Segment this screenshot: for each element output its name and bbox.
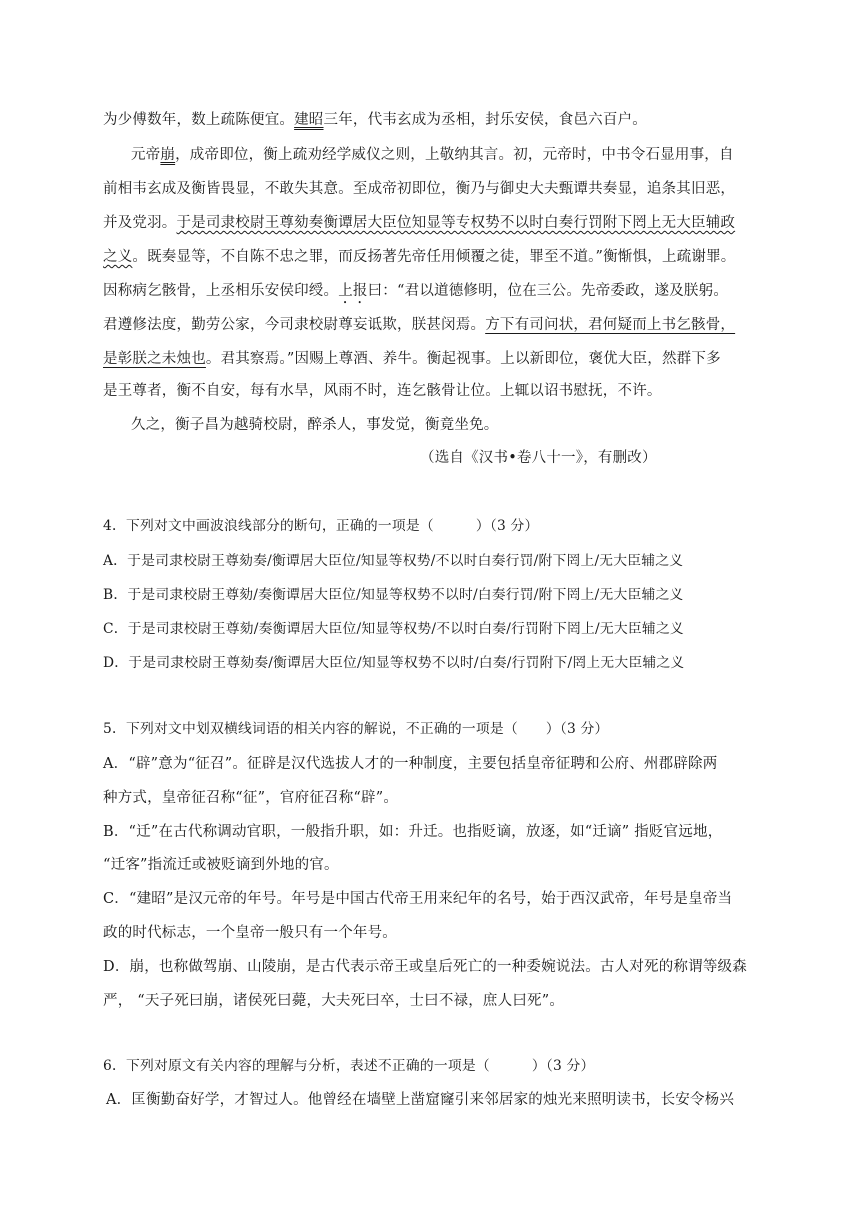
passage-text: 。既奏显等，不自陈不忠之罪，而反扬著先帝任用倾覆之徒，罪至不道。”衡惭惧，上疏谢罪。 — [132, 249, 736, 265]
passage-text: 。君其察焉。”因赐上尊酒、养牛。衡起视事。上以新即位，褒优大臣，然群下多 — [205, 351, 721, 367]
passage-line-7 — [103, 315, 735, 335]
wavy-underlined-sentence: 于是司隶校尉王尊劾奏衡谭居大臣位知显等专权势不以时白奏行罚附下罔上无大臣辅政 — [176, 215, 736, 231]
wavy-underlined-sentence-end: 之义 — [103, 249, 133, 265]
q5-option-a-line-2: 种方式，皇帝征召称“征”，官府征召称“辟”。 — [103, 790, 399, 806]
q5-option-b-line-1: B．“迁”在古代称调动官职，一般指升职，如：升迁。也指贬谪，放逐，如“迁谪” 指贬官远地， — [103, 824, 723, 840]
q5-option-d-line-2: 严， “天子死曰崩，诸侯死曰薨，大夫死曰卒，士曰不禄，庶人曰死”。 — [103, 993, 565, 1009]
passage-line-9 — [103, 381, 662, 401]
underlined-sentence: 方下有司问状，君何疑而上书乞骸骨， — [485, 317, 736, 333]
passage-line-10 — [131, 415, 499, 435]
passage-text: 元帝 — [131, 147, 161, 163]
q5-option-a-line-1: A．“辟”意为“征召”。征辟是汉代选拔人才的一种制度，主要包括皇帝征聘和公府、州郡辟除两 — [103, 756, 718, 772]
passage-line-6 — [103, 281, 728, 307]
q4-stem: 4．下列对文中画波浪线部分的断句，正确的一项是（ ）（3 分） — [103, 518, 539, 534]
q5-option-d-line-1: D．崩，也称做驾崩、山陵崩，是古代表示帝王或皇后死亡的一种委婉说法。古人对死的称谓等级森 — [103, 959, 747, 975]
passage-line-5 — [103, 247, 735, 267]
passage-text: 因称病乞骸骨，上丞相乐安侯印绶。 — [103, 283, 339, 299]
q4-option-b: B．于是司隶校尉王尊劾/奏衡谭居大臣位/知显等权势不以时/白奏行罚/附下罔上/无大臣辅之义 — [103, 587, 684, 603]
passage-text: 并及党羽。 — [103, 215, 177, 231]
passage-text: 为少傅数年，数上疏陈便宜。 — [103, 112, 295, 128]
q6-stem: 6．下列对原文有关内容的理解与分析，表述不正确的一项是（ ）（3 分） — [103, 1058, 595, 1074]
dotted-term-shangbao: 上报 — [338, 283, 368, 299]
passage-line-2 — [131, 145, 734, 165]
passage-text: 久之，衡子昌为越骑校尉，醉杀人，事发觉，衡竟坐免。 — [131, 417, 499, 433]
q6-option-a: A．匡衡勤奋好学，才智过人。他曾经在墙壁上凿窟窿引来邻居家的烛光来照明读书，长安令杨兴 — [106, 1092, 735, 1108]
q5-stem: 5．下列对文中划双横线词语的相关内容的解说，不正确的一项是（ ）（3 分） — [103, 721, 609, 737]
q5-option-c-line-2: 政的时代标志，一个皇帝一般只有一个年号。 — [103, 925, 397, 941]
source-citation: （选自《汉书•卷八十一》，有删改） — [420, 450, 657, 466]
double-underlined-term-jianzhao: 建昭 — [294, 112, 324, 128]
q4-option-a: A．于是司隶校尉王尊劾奏/衡谭居大臣位/知显等权势/不以时白奏行罚/附下罔上/无大臣辅之义 — [103, 553, 684, 569]
passage-line-8 — [103, 349, 721, 369]
passage-text: 三年，代韦玄成为丞相，封乐安侯，食邑六百户。 — [323, 112, 647, 128]
passage-line-4 — [103, 213, 735, 233]
passage-text: 君遵修法度，勤劳公家，今司隶校尉尊妄诋欺，朕甚闵焉。 — [103, 317, 486, 333]
underlined-sentence-end: 是彰朕之未烛也 — [103, 351, 206, 367]
passage-text: 曰：“君以道德修明，位在三公。先帝委政，遂及朕躬。 — [367, 283, 729, 299]
passage-text: 是王尊者，衡不自安，每有水旱，风雨不时，连乞骸骨让位。上辄以诏书慰抚，不许。 — [103, 383, 662, 399]
passage-line-3 — [103, 179, 735, 199]
q5-option-b-line-2: “迁客”指流迁或被贬谪到外地的官。 — [103, 857, 339, 873]
passage-line-1 — [103, 110, 647, 130]
passage-text: ，成帝即位，衡上疏劝经学威仪之则，上敬纳其言。初，元帝时，中书令石显用事，自 — [175, 147, 734, 163]
passage-text: 前相韦玄成及衡皆畏显，不敢失其意。至成帝初即位，衡乃与御史大夫甄谭共奏显，追条其旧恶， — [103, 181, 736, 197]
q4-option-d: D．于是司隶校尉王尊劾奏/衡谭居大臣位/知显等权势不以时/白奏/行罚附下/罔上无大臣辅之义 — [103, 655, 685, 671]
q5-option-c-line-1: C．“建昭”是汉元帝的年号。年号是中国古代帝王用来纪年的名号，始于西汉武帝，年号是皇帝当 — [103, 891, 733, 907]
passage-source — [420, 448, 657, 468]
double-underlined-term-beng: 崩 — [160, 147, 176, 163]
q4-option-c: C．于是司隶校尉王尊劾/奏衡谭居大臣位/知显等权势/不以时白奏/行罚附下罔上/无大臣辅之义 — [103, 621, 684, 637]
